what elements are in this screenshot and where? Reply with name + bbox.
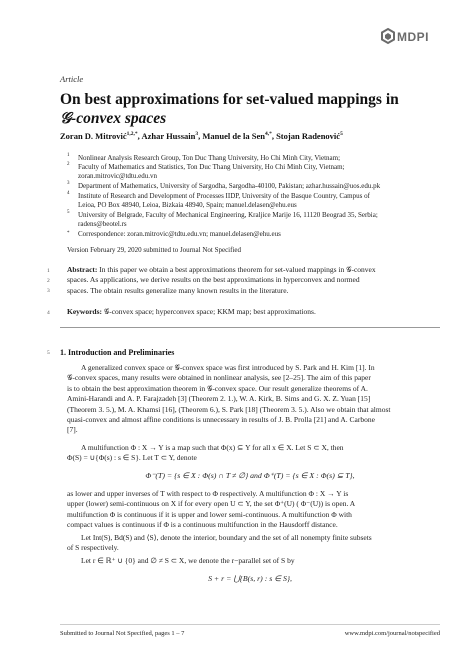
author-name: Azhar Hussain [141,131,196,141]
abstract-line: spaces. As applications, we derive results on the best approximations in hyperconvex and normed [67,275,360,285]
paragraph-line: 𝒢-convex spaces, many results were obtained in nonlinear analysis, see [2–25]. The aim of this paper [67,373,371,383]
paragraph-line: Φ(S) = ∪{Φ(s) : s ∈ S}. Let T ⊂ Y, denote [67,453,197,463]
paragraph-line: [7]. [67,425,78,435]
correspondence [67,230,447,239]
line-number: 5 [47,350,50,356]
paragraph-line: A generalized convex space or 𝒢-convex space was first introduced by S. Park and H. Kim [1]. In [81,363,375,372]
paper-title [60,90,420,128]
author-affil-marker: 4,* [264,131,272,138]
abstract-line: In this paper we obtain a best approximations theorem for set-valued mappings in 𝒢-convex [99,265,376,274]
affiliation-line: Institute of Research and Development of Processes IIDP, University of the Basque Country, Campus of [78,192,370,200]
affiliation-item [67,211,447,228]
parallel-set-paragraph [67,556,447,566]
affiliation-number: 1 [67,153,70,158]
affiliation-line: Nonlinear Analysis Research Group, Ton Duc Thang University, Ho Chi Minh City, Vietnam; [78,154,341,162]
author-name: Stojan Radenović [276,131,341,141]
paragraph-line: as lower and upper inverses of T with respect to Φ respectively. A multifunction Φ : X → Y is [67,489,349,498]
paragraph-line: multifunction Φ is continuous if it is upper and lower semi-continuous. A multifunction Φ with [67,509,352,519]
footer-journal-link[interactable]: www.mdpi.com/journal/notspecified [344,630,440,637]
correspondence-line: Correspondence: zoran.mitrovic@tdtu.edu.vn; manuel.delasen@ehu.eus [78,230,281,238]
abstract-line: spaces. The obtain results generalize many known results in the literature. [67,285,289,295]
correspondence-marker: * [67,231,70,236]
paragraph-line: upper (lower) semi-continuous on X if for every open U ⊂ Y, the set Φ⁺(U) ( Φ⁻(U)) is open. A [67,499,356,509]
affiliation-number: 4 [67,191,70,196]
keywords [67,307,447,317]
paragraph-line: Let r ∈ ℝ⁺ ∪ {0} and ∅ ≠ S ⊂ X, we denote the r−parallel set of S by [81,556,295,565]
footer-submission: Submitted to Journal Not Specified, pages 1 – 7 [60,630,185,637]
affiliation-line: University of Belgrade, Faculty of Mechanical Engineering, Kraljice Marije 16, 11120 Beograd 35, Serbia; [78,211,378,219]
intro-paragraph [67,363,447,436]
author-affil-marker: 5 [340,131,343,138]
author-affil-marker: 3 [195,131,199,138]
divider [60,327,440,328]
line-number: 3 [47,288,50,294]
keywords-label: Keywords: [67,307,102,316]
multifunction-paragraph [67,443,447,464]
affiliation-number: 3 [67,181,70,186]
article-type-label: Article [60,74,84,84]
affiliation-line: Leioa, PO Box 48940, Leioa, Bizkaia 48940, Spain; manuel.delasen@ehu.eus [78,200,297,209]
equation-parallel-set: S + r = ⋃{B(s, r) : s ∈ S}, [208,574,292,583]
paragraph-line: of S respectively. [67,543,119,553]
equation-inverses: Φ⁻(T) = {s ∈ X : Φ(s) ∩ T ≠ ∅} and Φ⁺(T) = {s ∈ X : Φ(s) ⊆ T}, [145,471,355,480]
logo-text: MDPI [397,30,429,44]
line-number: 1 [47,268,50,274]
line-number: 4 [47,310,50,316]
inverse-paragraph [67,489,447,531]
abstract [67,265,447,296]
affiliation-number: 2 [67,162,70,167]
paragraph-line: Let Int(S), Bd(S) and ⟨S⟩, denote the interior, boundary and the set of all nonempty finite subsets [81,533,372,542]
section-heading: 1. Introduction and Preliminaries [60,348,175,357]
abstract-label: Abstract: [67,265,98,274]
affiliation-item [67,163,447,180]
paragraph-line: compact values is continuous if Φ is a continuous multifunction in the Hausdorff distance. [67,520,338,530]
keywords-text: 𝒢-convex space; hyperconvex space; KKM map; best approximations. [103,307,316,316]
mdpi-logo [378,25,438,55]
affiliation-item [67,192,447,209]
author-name: Zoran D. Mitrović [60,131,127,141]
author-affil-marker: 1,2,* [126,131,138,138]
affiliation-item [67,182,447,191]
affiliation-item [67,154,447,163]
version-note: Version February 29, 2020 submitted to Journal Not Specified [67,246,242,254]
title-line-1: On best approximations for set-valued mappings in [60,91,399,108]
affiliation-line: Department of Mathematics, University of Sargodha, Sargodha-40100, Pakistan; azhar.hussain@uos.edu.pk [78,182,381,190]
notation-paragraph [67,533,447,554]
author-list: Zoran D. Mitrović$^{1,2,*}$, Azhar Hussain$^3$, Manuel de la Sen$^{4,*}$, Stojan Radenović$^5$ [60,131,343,141]
title-line-2: 𝒢-convex spaces [60,110,167,127]
paragraph-line: is to obtain the best approximation theorem in 𝒢-convex space. Our result generalize theorems of A. [67,383,368,393]
author-name: Manuel de la Sen [202,131,265,141]
footer-divider [60,624,440,625]
paragraph-line: Amini-Harandi and A. P. Farajzadeh [3] (Theorem 2. 1.), W. A. Kirk, B. Sims and G. X. Z. Yuan [15] [67,394,371,404]
line-number: 2 [47,278,50,284]
affiliation-line: Faculty of Mathematics and Statistics, Ton Duc Thang University, Ho Chi Minh City, Vietnam; [78,163,345,171]
affiliation-email: zoran.mitrovic@tdtu.edu.vn [78,171,157,180]
paragraph-line: (Theorem 3. 5.), M. A. Khamsi [16], (Theorem 6.), S. Park [18] (Theorem 3. 5.). Also we obtain that almost [67,404,391,414]
affiliation-number: 5 [67,210,70,215]
paragraph-line: A multifunction Φ : X → Y is a map such that Φ(x) ⊆ Y for all x ∈ X. Let S ⊂ X, then [81,443,344,452]
paragraph-line: quasi-convex and almost affine conditions is unnecessary in results of J. B. Prolla [21] and A. Carbone [67,415,375,425]
affiliation-email: radens@beotel.rs [78,219,127,228]
